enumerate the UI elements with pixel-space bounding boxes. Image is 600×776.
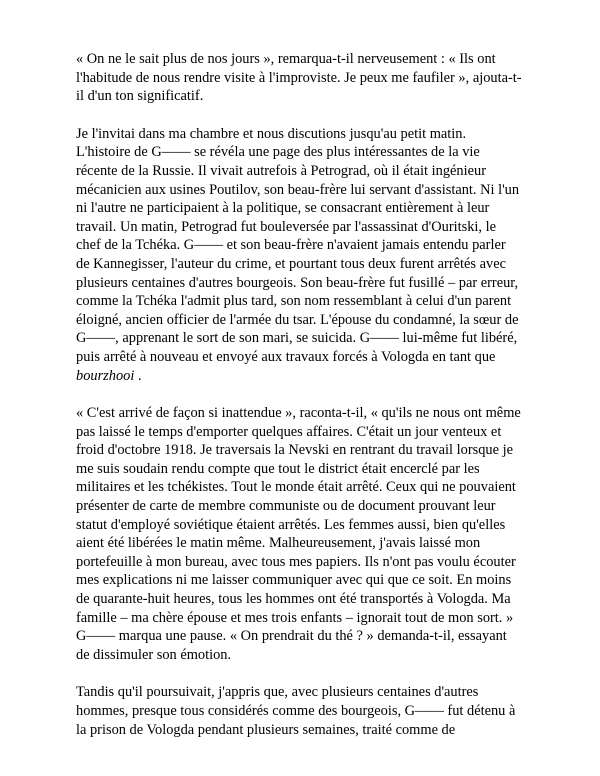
paragraph-1 xyxy=(76,50,522,106)
paragraph-2-tail: . xyxy=(134,367,142,384)
document-page xyxy=(76,50,522,739)
paragraph-3 xyxy=(76,404,522,664)
paragraph-4 xyxy=(76,683,522,739)
paragraph-3-text: « C'est arrivé de façon si inattendue », raconta-t-il, « qu'ils ne nous ont même pas laissé le temps d'emporter quelques affaires. C'était un jour venteux et froid d'octobre 1918. Je traversais la Nevski en rentrant du travail lorsque je me suis soudain rendu compte que tout le district était encerclé par les militaires et les tchékistes. Tout le monde était arrêté. Ceux qui ne pouvaient présenter de carte de membre communiste ou de document prouvant leur statut d'employé soviétique étaient arrêtés. Les femmes aussi, bien qu'elles aient été libérées le matin même. Malheureusement, j'avais laissé mon portefeuille à mon bureau, avec tous mes papiers. Ils n'ont pas voulu écouter mes explications ni me laisser communiquer avec qui que ce soit. En moins de quarante-huit heures, tous les hommes ont été transportés à Vologda. Ma famille – ma chère épouse et mes trois enfants – ignorait tout de mon sort. » G—— marqua une pause. « On prendrait du thé ? » demanda-t-il, essayant de dissimuler son émotion. xyxy=(76,405,521,663)
paragraph-2-italic-term: bourzhooi xyxy=(76,367,135,384)
paragraph-2 xyxy=(76,125,522,385)
paragraph-2-text: Je l'invitai dans ma chambre et nous discutions jusqu'au petit matin. L'histoire de G—— se révéla une page des plus intéressantes de la vie récente de la Russie. Il vivait autrefois à Petrograd, où il était ingénieur mécanicien aux usines Poutilov, son beau-frère lui servant d'assistant. Ni l'un ni l'autre ne participaient à la politique, se consacrant entièrement à leur travail. Un matin, Petrograd fut bouleversée par l'assassinat d'Ouritski, le chef de la Tchéka. G—— et son beau-frère n'avaient jamais entendu parler de Kannegisser, l'auteur du crime, et pourtant tous deux furent arrêtés avec plusieurs centaines d'autres bourgeois. Son beau-frère fut fusillé – par erreur, comme la Tchéka l'admit plus tard, son nom ressemblant à celui d'un parent éloigné, ancien officier de l'armée du tsar. L'épouse du condamné, la sœur de G——, apprenant le sort de son mari, se suicida. G—— lui-même fut libéré, puis arrêté à nouveau et envoyé aux travaux forcés à Vologda en tant que xyxy=(76,125,520,365)
paragraph-1-text: « On ne le sait plus de nos jours », remarqua-t-il nerveusement : « Ils ont l'habitude de nous rendre visite à l'improviste. Je peux me faufiler », ajouta-t-il d'un ton significatif. xyxy=(76,51,522,105)
paragraph-4-text: Tandis qu'il poursuivait, j'appris que, avec plusieurs centaines d'autres hommes, presque tous considérés comme des bourgeois, G—— fut détenu à la prison de Vologda pendant plusieurs semaines, traité comme de xyxy=(76,684,516,738)
